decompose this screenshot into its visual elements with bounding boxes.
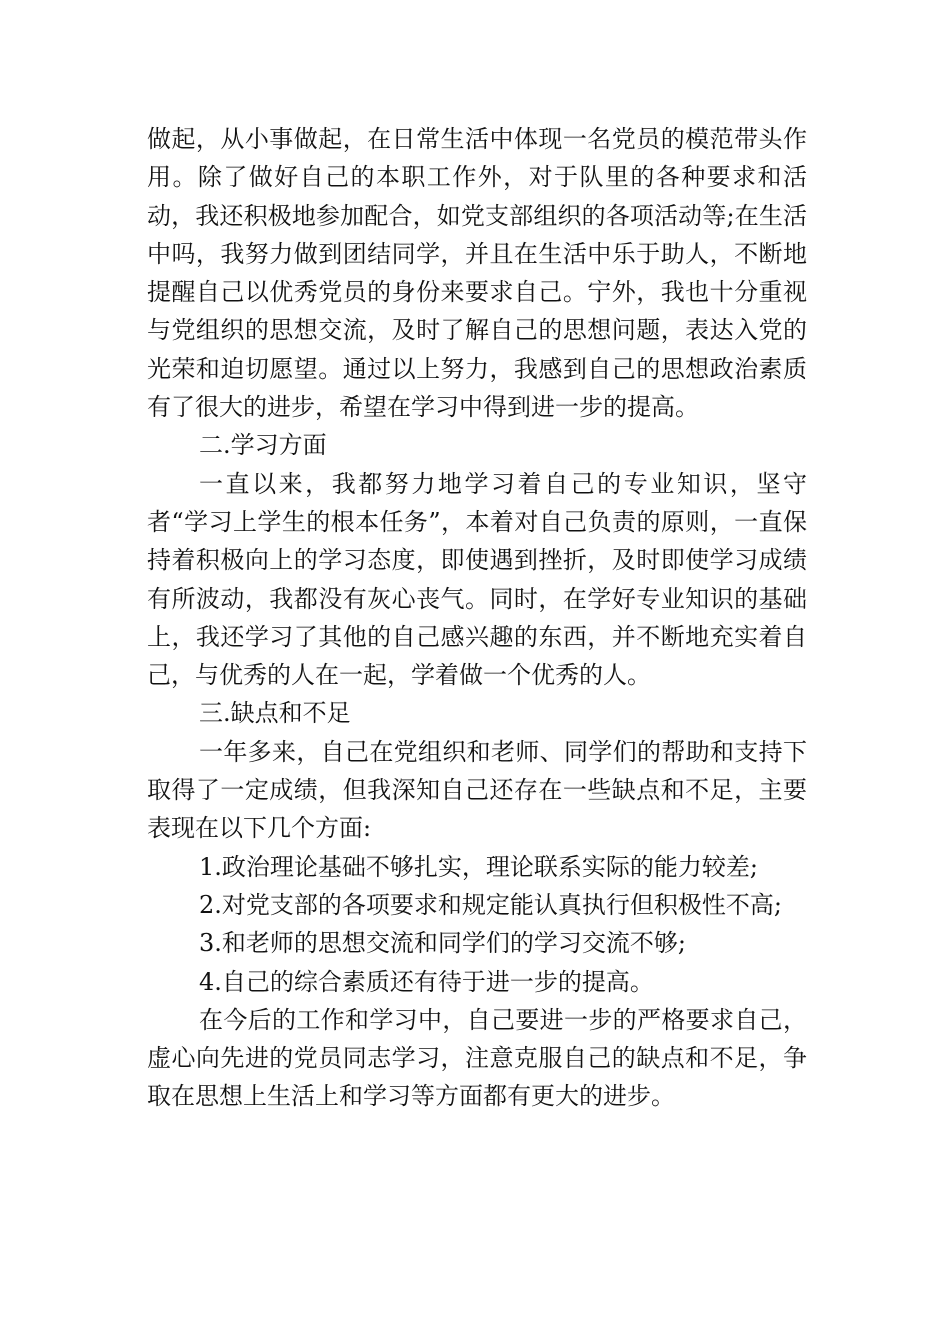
- section-heading-study: 二.学习方面: [199, 431, 327, 460]
- list-item-1: 1.政治理论基础不够扎实，理论联系实际的能力较差;: [199, 852, 758, 881]
- document-body: [147, 120, 807, 1116]
- paragraph-continuation: 做起，从小事做起，在日常生活中体现一名党员的模范带头作用。除了做好自己的本职工作外，对于队里的各种要求和活动，我还积极地参加配合，如党支部组织的各项活动等;在生活中吗，我努力做到团结同学，并且在生活中乐于助人，不断地提醒自己以优秀党员的身份来要求自己。宁外，我也十分重视与党组织的思想交流，及时了解自己的思想问题，表达入党的光荣和迫切愿望。通过以上努力，我感到自己的思想政治素质有了很大的进步，希望在学习中得到进一步的提高。: [147, 125, 807, 422]
- list-item-4: 4.自己的综合素质还有待于进一步的提高。: [199, 967, 654, 996]
- section-heading-shortcomings: 三.缺点和不足: [199, 699, 351, 728]
- paragraph-conclusion: 在今后的工作和学习中，自己要进一步的严格要求自己，虚心向先进的党员同志学习，注意克服自己的缺点和不足，争取在思想上生活上和学习等方面都有更大的进步。: [147, 1005, 807, 1111]
- list-item-2: 2.对党支部的各项要求和规定能认真执行但积极性不高;: [199, 890, 782, 919]
- paragraph-shortcomings-intro: 一年多来，自己在党组织和老师、同学们的帮助和支持下取得了一定成绩，但我深知自己还存在一些缺点和不足，主要表现在以下几个方面:: [147, 737, 807, 843]
- paragraph-study: 一直以来，我都努力地学习着自己的专业知识，坚守者“学习上学生的根本任务”，本着对自己负责的原则，一直保持着积极向上的学习态度，即使遇到挫折，及时即使学习成绩有所波动，我都没有灰心丧气。同时，在学好专业知识的基础上，我还学习了其他的自己感兴趣的东西，并不断地充实着自己，与优秀的人在一起，学着做一个优秀的人。: [147, 469, 807, 690]
- list-item-3: 3.和老师的思想交流和同学们的学习交流不够;: [199, 929, 686, 958]
